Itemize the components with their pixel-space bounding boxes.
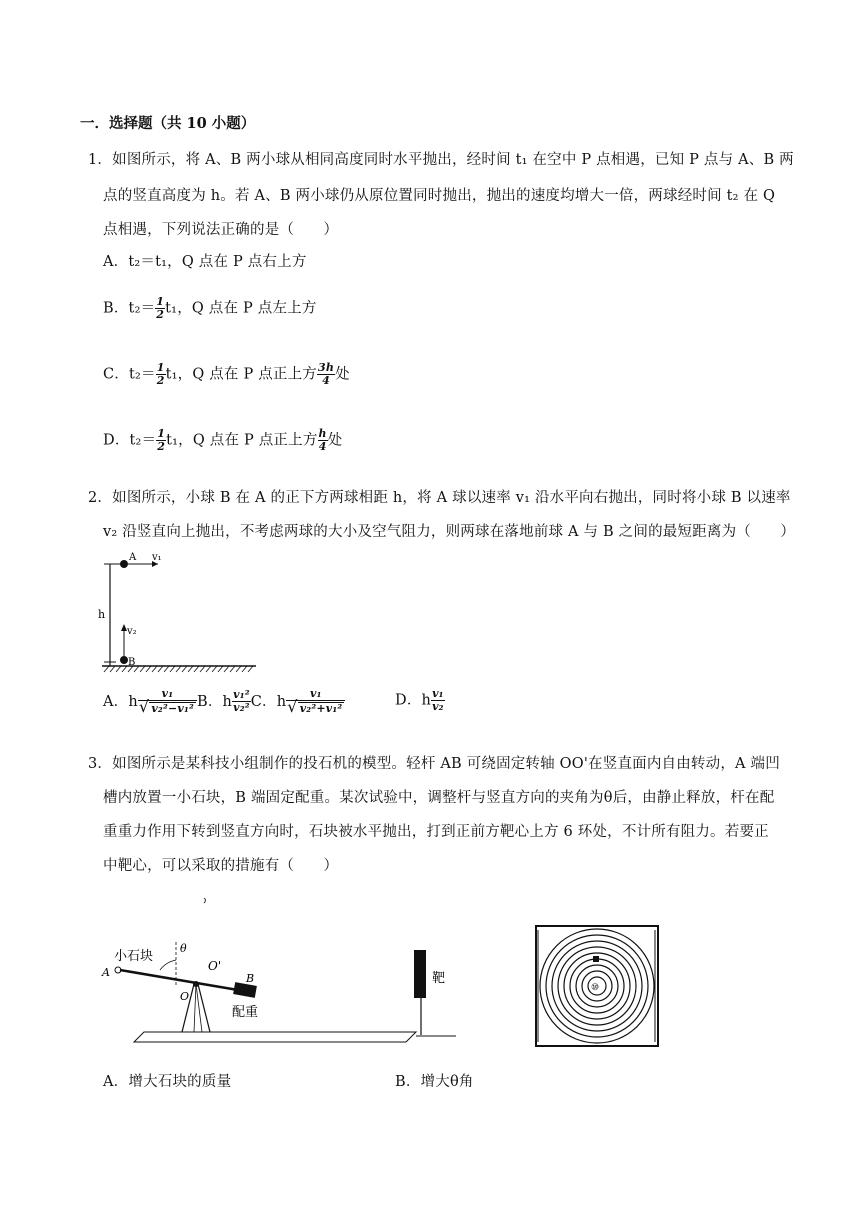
ball-b [120,656,128,664]
q1-option-b-prefix: B．t₂＝ [103,300,156,317]
label-stone: 小石块 [114,949,154,964]
label-center: ⑩ [591,983,600,993]
hit-mark [593,956,599,962]
q1-option-c-prefix: C．t₂＝ [103,366,156,383]
q1-option-a[interactable]: A．t₂＝t₁，Q 点在 P 点右上方 [103,254,307,270]
q2-option-d-fraction: $\frac{\text{v₁}}{\text{v₂}}$ [432,687,444,713]
q2-figure [96,548,260,674]
q2-option-d-prefix: D．h [395,692,432,709]
label-o-prime: O' [208,959,222,973]
q3-stem-line4: 中靶心，可以采取的措施有（ ） [103,858,339,874]
q3-stem-line3: 重重力作用下转到竖直方向时，石块被水平抛出，打到正前方靶心上方 6 环处，不计所有阻力。若要正 [103,824,769,840]
q1-option-c[interactable] [103,362,350,387]
label-counterweight: 配重 [232,1005,259,1020]
q2-option-c[interactable] [250,687,346,716]
q3-stem-line2: 槽内放置一小石块，B 端固定配重。某次试验中，调整杆与竖直方向的夹角为θ后，由静止释放，杆在配 [103,790,775,806]
label-a: A [102,966,110,979]
q1-stem-line3: 点相遇，下列说法正确的是（ ） [103,222,339,238]
q3-option-a[interactable]: A．增大石块的质量 [103,1074,232,1090]
q2-stem-line1: 2．如图所示，小球 B 在 A 的正下方两球相距 h，将 A 球以速率 v₁ 沿水平向右抛出，同时将小球 B 以速率 [88,490,791,506]
q2-option-b-fraction: $\frac{\text{v₁²}}{\text{v₂²}}$ [233,688,250,714]
target-board [414,950,426,998]
q1-option-d-prefix: D．t₂＝ [103,432,157,449]
label-o: O [180,990,190,1003]
q2-option-c-fraction: $\frac{\text{v₁}}{\text{√ v₂²+v₁²}}$ [286,688,345,715]
q2-option-b[interactable] [197,688,251,714]
target-rings-figure [534,924,660,1048]
q2-option-a-prefix: A．h [103,693,138,710]
label-v2: v₂ [127,626,137,637]
label-target: 靶 [432,971,446,986]
q1-option-b[interactable] [103,296,317,321]
q2-options-abc [103,688,345,715]
section-title: 一．选择题（共 10 小题） [80,115,256,132]
q1-stem-line2: 点的竖直高度为 h。若 A、B 两小球仍从原位置同时抛出，抛出的速度均增大一倍，两球经时间 t₂ 在 Q [103,188,776,204]
label-a: A [129,552,137,563]
label-theta: θ [180,942,187,955]
fraction-half: $\frac{1}{2}$ [156,295,165,321]
q1-option-b-text: t₁，Q 点在 P 点左上方 [165,300,317,317]
fraction-3h-over-4: $\frac{3h}{4}$ [318,361,335,387]
q2-option-d[interactable] [395,688,445,713]
q1-option-c-text: t₁，Q 点在 P 点正上方 [165,366,318,383]
fraction-half: $\frac{1}{2}$ [157,427,166,453]
q2-option-c-prefix: C．h [250,693,287,710]
q2-option-b-prefix: B．h [197,693,233,710]
trebuchet-figure [96,890,466,1060]
q3-stem-line1: 3．如图所示是某科技小组制作的投石机的模型。轻杆 AB 可绕固定转轴 OO'在竖直面内自由转动，A 端凹 [88,756,780,772]
q1-option-d-text: t₁，Q 点在 P 点正上方 [166,432,318,449]
q2-stem-line2: v₂ 沿竖直向上抛出，不考虑两球的大小及空气阻力，则两球在落地前球 A 与 B 之间的最短距离为（ ） [103,524,796,540]
q1-option-d[interactable] [103,428,342,453]
q2-option-a-fraction: $\frac{\text{v₁}}{\text{√ v₂²−v₁²}}$ [138,688,197,715]
q1-option-c-suffix: 处 [335,366,350,383]
label-v1: v₁ [152,552,162,563]
q2-option-a[interactable] [103,687,197,716]
ball-a [120,560,128,568]
label-b: B [246,972,255,985]
q1-stem-line1: 1．如图所示，将 A、B 两小球从相同高度同时水平抛出，经时间 t₁ 在空中 P 点相遇，已知 P 点与 A、B 两 [88,152,794,168]
label-h: h [98,608,106,621]
q3-option-b[interactable]: B．增大θ角 [395,1074,474,1090]
q1-option-d-suffix: 处 [327,432,343,449]
label-b: B [128,657,136,668]
fraction-h-over-4: $\frac{h}{4}$ [318,427,327,453]
fraction-half: $\frac{1}{2}$ [156,361,165,387]
